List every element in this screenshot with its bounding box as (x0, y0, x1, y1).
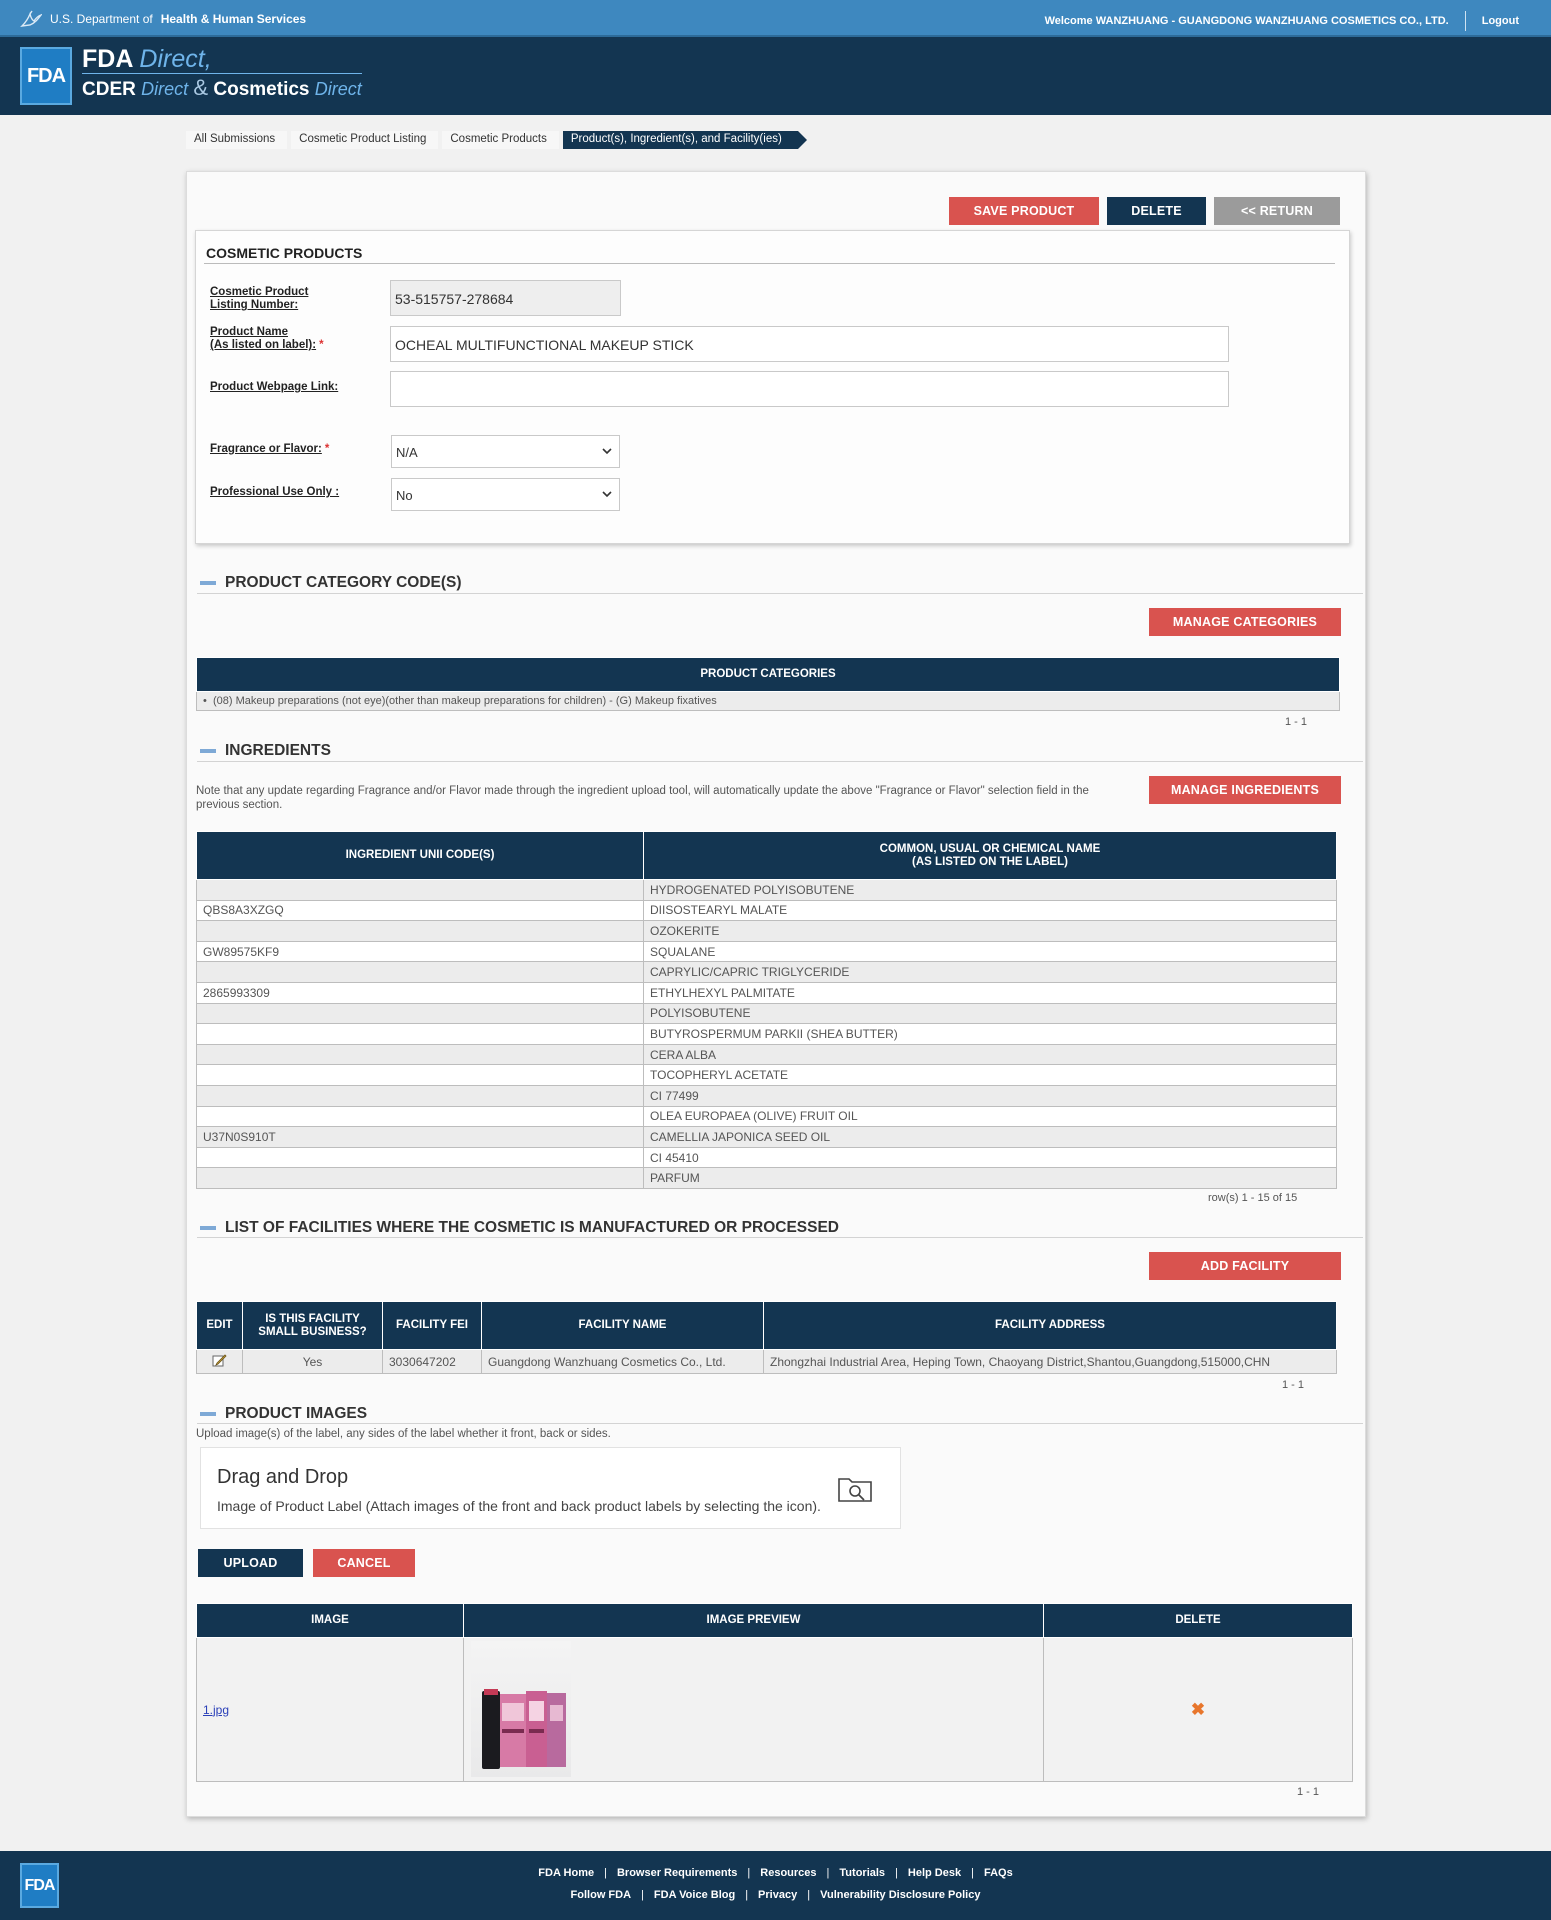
brand-cosmetics: Cosmetics (213, 79, 310, 100)
hhs-name: Health & Human Services (160, 12, 307, 26)
footer-link[interactable]: Follow FDA (570, 1889, 632, 1901)
ingredients-name-header-1: COMMON, USUAL OR CHEMICAL NAME (879, 842, 1101, 855)
professional-use-select[interactable] (391, 478, 620, 511)
upload-button[interactable]: UPLOAD (198, 1549, 303, 1577)
hhs-prefix: U.S. Department of (50, 12, 153, 26)
images-pager: 1 - 1 (1297, 1786, 1320, 1798)
ingredient-row (197, 1168, 1337, 1189)
ingredient-name: CI 45410 (644, 1147, 1337, 1168)
footer-fda-logo[interactable]: FDA (20, 1863, 59, 1908)
ingredient-row (197, 941, 1337, 962)
ingredients-name-header-2: (AS LISTED ON THE LABEL) (912, 855, 1068, 868)
ingredient-name: HYDROGENATED POLYISOBUTENE (644, 880, 1337, 901)
brand-fda: FDA (82, 45, 133, 73)
user-divider (1465, 11, 1466, 31)
ingredients-unii-header: INGREDIENT UNII CODE(S) (197, 832, 644, 880)
facility-small-business-header (243, 1302, 383, 1350)
facility-edit-header: EDIT (197, 1302, 243, 1350)
listing-number-label (210, 286, 308, 312)
ingredient-name: SQUALANE (644, 941, 1337, 962)
image-preview-cell (464, 1638, 1044, 1782)
footer-link[interactable]: FDA Voice Blog (653, 1889, 736, 1901)
listing-number-label-1: Cosmetic Product (210, 286, 309, 298)
ingredient-name: BUTYROSPERMUM PARKII (SHEA BUTTER) (644, 1024, 1337, 1045)
facilities-section-title (200, 1219, 839, 1237)
ingredients-table (196, 831, 1337, 1189)
site-footer (0, 1851, 1551, 1920)
required-marker: * (324, 443, 330, 455)
brand-cder: CDER (82, 79, 136, 100)
hhs-agency[interactable] (20, 10, 306, 28)
cancel-button[interactable]: CANCEL (313, 1549, 415, 1577)
breadcrumb (186, 131, 802, 149)
brand-wordmark[interactable] (82, 45, 362, 104)
breadcrumb-all-submissions[interactable]: All Submissions (186, 131, 287, 149)
image-delete-header: DELETE (1044, 1604, 1353, 1638)
listing-number-label-2: Listing Number: (210, 299, 299, 311)
facilities-section-label: LIST OF FACILITIES WHERE THE COSMETIC IS MANUFACTURED OR PROCESSED (225, 1219, 839, 1236)
ingredient-unii (197, 1106, 644, 1127)
facility-fei-header: FACILITY FEI (383, 1302, 482, 1350)
ingredient-row (197, 1003, 1337, 1024)
fragrance-select-value: N/A (396, 445, 418, 460)
footer-separator: | (807, 1889, 811, 1901)
product-name-input[interactable]: OCHEAL MULTIFUNCTIONAL MAKEUP STICK (390, 326, 1229, 362)
ingredient-row (197, 1085, 1337, 1106)
category-section-label: PRODUCT CATEGORY CODE(S) (225, 574, 462, 591)
manage-ingredients-button[interactable]: MANAGE INGREDIENTS (1149, 776, 1341, 804)
section-divider (197, 593, 1363, 594)
main-panel (186, 171, 1366, 1817)
welcome-text: Welcome WANZHUANG - GUANGDONG WANZHUANG COSMETICS CO., LTD. (1044, 15, 1449, 27)
ingredient-unii: QBS8A3XZGQ (197, 900, 644, 921)
breadcrumb-cosmetic-product-listing[interactable]: Cosmetic Product Listing (291, 131, 438, 149)
categories-pager: 1 - 1 (1285, 716, 1308, 728)
chevron-down-icon (601, 445, 613, 457)
ingredient-row (197, 880, 1337, 901)
facilities-table (196, 1301, 1337, 1374)
product-name-label-2: (As listed on label): (210, 339, 317, 351)
category-row: • (08) Makeup preparations (not eye)(other than makeup preparations for children) - (G) Makeup fixatives (197, 692, 1340, 711)
chevron-down-icon (601, 488, 613, 500)
ingredient-row (197, 1127, 1337, 1148)
ingredient-row (197, 1044, 1337, 1065)
collapse-icon[interactable] (200, 1226, 216, 1230)
footer-separator: | (971, 1867, 974, 1879)
ingredient-row (197, 900, 1337, 921)
fda-logo[interactable]: FDA (20, 47, 72, 105)
facility-address-header: FACILITY ADDRESS (764, 1302, 1337, 1350)
footer-link[interactable]: Tutorials (839, 1867, 886, 1879)
brand-line-1 (82, 45, 362, 73)
ingredient-name: CERA ALBA (644, 1044, 1337, 1065)
ingredient-row (197, 1024, 1337, 1045)
ingredient-unii: 2865993309 (197, 982, 644, 1003)
delete-product-button[interactable]: DELETE (1107, 197, 1206, 225)
fieldset-divider (204, 263, 1335, 264)
footer-link[interactable]: FDA Home (538, 1867, 595, 1879)
images-table (196, 1603, 1353, 1782)
ingredient-unii (197, 1147, 644, 1168)
ingredients-pager: row(s) 1 - 15 of 15 (1208, 1192, 1298, 1204)
footer-link[interactable]: Resources (760, 1867, 817, 1879)
ingredient-name: CI 77499 (644, 1085, 1337, 1106)
facility-fei: 3030647202 (383, 1350, 482, 1374)
fragrance-label (210, 443, 329, 456)
ingredient-row (197, 962, 1337, 983)
ingredients-section-label: INGREDIENTS (225, 742, 331, 759)
ingredients-section-title (200, 742, 331, 760)
footer-separator: | (641, 1889, 644, 1901)
return-button[interactable]: << RETURN (1214, 197, 1340, 225)
ingredient-name: CAPRYLIC/CAPRIC TRIGLYCERIDE (644, 962, 1337, 983)
image-header: IMAGE (197, 1604, 464, 1638)
ingredient-unii: GW89575KF9 (197, 941, 644, 962)
ingredient-unii (197, 880, 644, 901)
webpage-link-label: Product Webpage Link: (210, 381, 339, 393)
dropzone-title: Drag and Drop (217, 1466, 349, 1488)
section-divider (197, 1423, 1363, 1424)
footer-link[interactable]: FAQs (983, 1867, 1013, 1879)
product-image-thumbnail[interactable] (471, 1641, 571, 1777)
ingredient-unii (197, 1065, 644, 1086)
image-file-link[interactable]: 1.jpg (203, 1702, 230, 1717)
footer-link[interactable]: Privacy (758, 1889, 798, 1901)
hhs-top-bar (0, 0, 1551, 37)
ingredient-unii (197, 1168, 644, 1189)
footer-links-row-1 (0, 1867, 1551, 1879)
listing-number-field: 53-515757-278684 (390, 280, 621, 316)
facilities-pager: 1 - 1 (1282, 1379, 1305, 1391)
facility-edit-cell (197, 1350, 243, 1374)
product-name-label-1: Product Name (210, 326, 288, 338)
category-item: (08) Makeup preparations (not eye)(other than makeup preparations for children) - (G) Makeup fixatives (212, 695, 717, 707)
ingredient-name: TOCOPHERYL ACETATE (644, 1065, 1337, 1086)
ingredient-name: ETHYLHEXYL PALMITATE (644, 982, 1337, 1003)
footer-separator: | (604, 1867, 607, 1879)
dropzone-text: Image of Product Label (Attach images of the front and back product labels by selecting the icon). (217, 1498, 821, 1514)
cosmetic-products-title: COSMETIC PRODUCTS (206, 245, 363, 261)
images-section-label: PRODUCT IMAGES (225, 1405, 368, 1422)
cosmetic-products-fieldset (195, 230, 1350, 544)
delete-x-icon[interactable]: ✖ (1190, 1699, 1206, 1719)
ingredient-row (197, 1147, 1337, 1168)
footer-separator: | (895, 1867, 898, 1879)
ingredient-unii (197, 1003, 644, 1024)
footer-link[interactable]: Browser Requirements (616, 1867, 738, 1879)
webpage-link-input[interactable] (390, 371, 1229, 407)
folder-search-icon[interactable] (837, 1473, 873, 1503)
ingredient-name: OLEA EUROPAEA (OLIVE) FRUIT OIL (644, 1106, 1337, 1127)
product-photo-illustration (471, 1641, 571, 1777)
collapse-icon[interactable] (200, 1412, 216, 1416)
footer-link[interactable]: Vulnerability Disclosure Policy (820, 1889, 981, 1901)
brand-amp: & (193, 75, 209, 100)
professional-use-label: Professional Use Only : (210, 486, 340, 498)
brand-cosmetics-direct: Direct (314, 79, 362, 99)
ingredient-unii (197, 921, 644, 942)
professional-use-value: No (396, 488, 413, 503)
ingredient-unii (197, 962, 644, 983)
categories-header: PRODUCT CATEGORIES (197, 658, 1340, 692)
facility-name-header: FACILITY NAME (482, 1302, 764, 1350)
user-area (1045, 11, 1519, 31)
fragrance-select[interactable] (391, 435, 620, 468)
footer-links-row-2 (0, 1889, 1551, 1901)
ingredient-row (197, 1065, 1337, 1086)
image-delete-cell (1044, 1638, 1353, 1782)
image-row (197, 1638, 1353, 1782)
ingredient-name: DIISOSTEARYL MALATE (644, 900, 1337, 921)
images-section-title (200, 1405, 367, 1423)
facility-small-header-2: SMALL BUSINESS? (258, 1325, 367, 1338)
breadcrumb-cosmetic-products[interactable]: Cosmetic Products (442, 131, 559, 149)
category-section-title (200, 574, 462, 592)
site-header (0, 37, 1551, 115)
brand-direct: Direct, (139, 45, 212, 73)
footer-separator: | (745, 1889, 749, 1901)
footer-separator: | (826, 1867, 830, 1879)
footer-separator: | (747, 1867, 751, 1879)
ingredient-unii: U37N0S910T (197, 1127, 644, 1148)
product-name-label (210, 326, 324, 352)
ingredient-unii (197, 1024, 644, 1045)
section-divider (197, 761, 1363, 762)
facility-row (197, 1350, 1337, 1374)
image-preview-header: IMAGE PREVIEW (464, 1604, 1044, 1638)
image-file-cell (197, 1638, 464, 1782)
edit-pencil-icon[interactable] (212, 1353, 227, 1368)
ingredients-body (197, 880, 1337, 1189)
image-dropzone[interactable] (200, 1447, 901, 1529)
collapse-icon[interactable] (200, 581, 216, 585)
hhs-eagle-icon (20, 10, 42, 28)
ingredient-name: CAMELLIA JAPONICA SEED OIL (644, 1127, 1337, 1148)
ingredient-row (197, 1106, 1337, 1127)
add-facility-button[interactable]: ADD FACILITY (1149, 1252, 1341, 1280)
ingredient-unii (197, 1085, 644, 1106)
facility-small-header-1: IS THIS FACILITY (265, 1312, 360, 1325)
brand-line-2 (82, 73, 362, 104)
fragrance-label-text: Fragrance or Flavor: (210, 443, 322, 455)
facility-name: Guangdong Wanzhuang Cosmetics Co., Ltd. (482, 1350, 764, 1374)
ingredients-name-header (644, 832, 1337, 880)
ingredient-unii (197, 1044, 644, 1065)
facility-address: Zhongzhai Industrial Area, Heping Town, Chaoyang District,Shantou,Guangdong,515000,CHN (764, 1350, 1337, 1374)
facility-small-business: Yes (243, 1350, 383, 1374)
save-product-button[interactable]: SAVE PRODUCT (949, 197, 1099, 225)
collapse-icon[interactable] (200, 749, 216, 753)
manage-categories-button[interactable]: MANAGE CATEGORIES (1149, 608, 1341, 636)
required-marker: * (319, 339, 324, 351)
ingredient-name: PARFUM (644, 1168, 1337, 1189)
breadcrumb-current: Product(s), Ingredient(s), and Facility(ies) (563, 131, 798, 149)
ingredient-name: OZOKERITE (644, 921, 1337, 942)
logout-link[interactable]: Logout (1481, 15, 1519, 27)
brand-cder-direct: Direct (141, 79, 189, 99)
section-divider (197, 1237, 1363, 1238)
ingredient-row (197, 921, 1337, 942)
categories-table (196, 657, 1340, 711)
ingredient-name: POLYISOBUTENE (644, 1003, 1337, 1024)
ingredients-note: Note that any update regarding Fragrance and/or Flavor made through the ingredient upload tool, will automatically update the above "Fragrance or Flavor" selection field in the previous section. (196, 785, 1089, 811)
ingredient-row (197, 982, 1337, 1003)
images-subtitle: Upload image(s) of the label, any sides of the label whether it front, back or sides. (196, 1428, 611, 1440)
footer-link[interactable]: Help Desk (907, 1867, 962, 1879)
